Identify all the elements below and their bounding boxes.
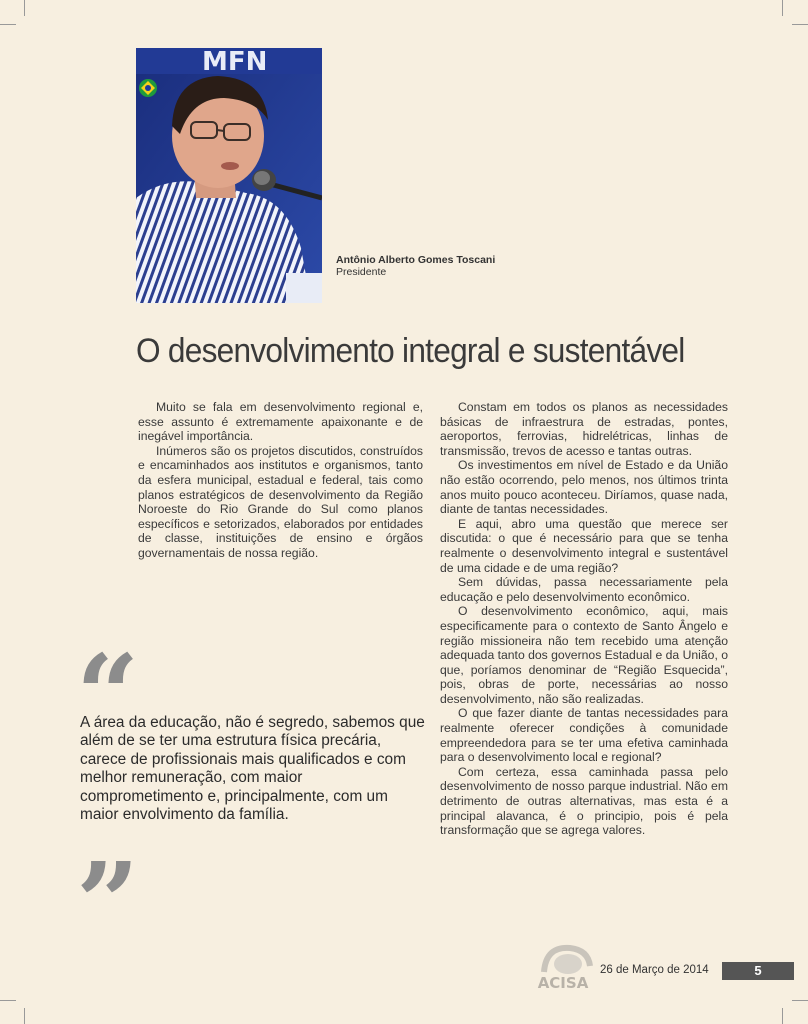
paragraph: Com certeza, essa caminhada passa pelo desenvolvimento de nosso parque industrial. Não em detrimento de outras alternativas, mas esta é a principal alavanca, é o principio, pois é pela transformação que se agrega valores. (440, 764, 728, 838)
crop-mark (24, 0, 25, 16)
banner-text: MFN (202, 48, 268, 77)
article-column-1 (138, 400, 423, 561)
quote-open-mark: “ (76, 630, 140, 759)
paragraph: O que fazer diante de tantas necessidades para realmente oferecer condições à comunidade empreendedora para se ter uma efetiva caminhada para o desenvolvimento local e regional? (440, 706, 728, 765)
crop-mark (792, 1000, 808, 1001)
issue-date: 26 de Março de 2014 (600, 964, 709, 976)
paragraph: Constam em todos os planos as necessidades básicas de infraestrura de estradas, pontes, aeroportos, ferrovias, hidrelétricas, linhas de transmissão, trevos de acesso e tantas outras. (440, 400, 728, 458)
photo-caption (336, 254, 495, 278)
paragraph: Inúmeros são os projetos discutidos, construídos e encaminhados aos institutos e organismos, tanto da esfera municipal, estadual e federal, tais como planos estratégicos de desenvolvimento da Região Noroeste do Rio Grande do Sul como planos específicos e setorizados, elaborados por entidades de classe, instituições de ensino e órgãos governamentais de nossa região. (138, 443, 423, 560)
crop-mark (782, 0, 783, 16)
paragraph: Sem dúvidas, passa necessariamente pela educação e pelo desenvolvimento econômico. (440, 575, 728, 604)
acisa-logo (530, 942, 596, 992)
paragraph: Muito se fala em desenvolvimento regional e, esse assunto é extremamente apaixonante e de inegável importância. (138, 400, 423, 444)
quote-close-mark: ” (76, 838, 140, 967)
portrait-illustration (136, 48, 322, 303)
caption-role: Presidente (336, 266, 387, 278)
president-photo (136, 48, 322, 303)
crop-mark (792, 24, 808, 25)
article-column-2 (440, 400, 728, 838)
caption-name: Antônio Alberto Gomes Toscani (336, 254, 496, 266)
crop-mark (0, 24, 16, 25)
crop-mark (0, 1000, 16, 1001)
page-number: 5 (754, 963, 762, 978)
crop-mark (782, 1008, 783, 1024)
paragraph: O desenvolvimento econômico, aqui, mais especificamente para o contexto de Santo Ângelo e região missioneira não tem recebido uma atenção adequada tanto dos governos Estadual e da União, o que, poríamos denominar de “Região Esquecida”, pois, obras de porte, necessárias ao nosso desenvolvimento, não são realizadas. (440, 604, 728, 706)
pull-quote: A área da educação, não é segredo, sabemos que além de se ter uma estrutura física precária, carece de profissionais mais qualificados e com melhor remuneração, com maior comprometimento e, principalmente, com um maior envolvimento da família. (80, 714, 425, 824)
paragraph: Os investimentos em nível de Estado e da União não estão ocorrendo, pelo menos, nos últimos trinta anos muito pouco aconteceu. Diríamos, quase nada, diante de tantas necessidades. (440, 458, 728, 517)
page-number-bar (722, 962, 794, 980)
crop-mark (24, 1008, 25, 1024)
article-headline: O desenvolvimento integral e sustentável (136, 332, 685, 370)
paragraph: E aqui, abro uma questão que merece ser discutida: o que é necessário para que se tenha realmente o desenvolvimento integral e sustentável de uma cidade e de uma região? (440, 516, 728, 575)
logo-text: ACISA (537, 974, 589, 992)
